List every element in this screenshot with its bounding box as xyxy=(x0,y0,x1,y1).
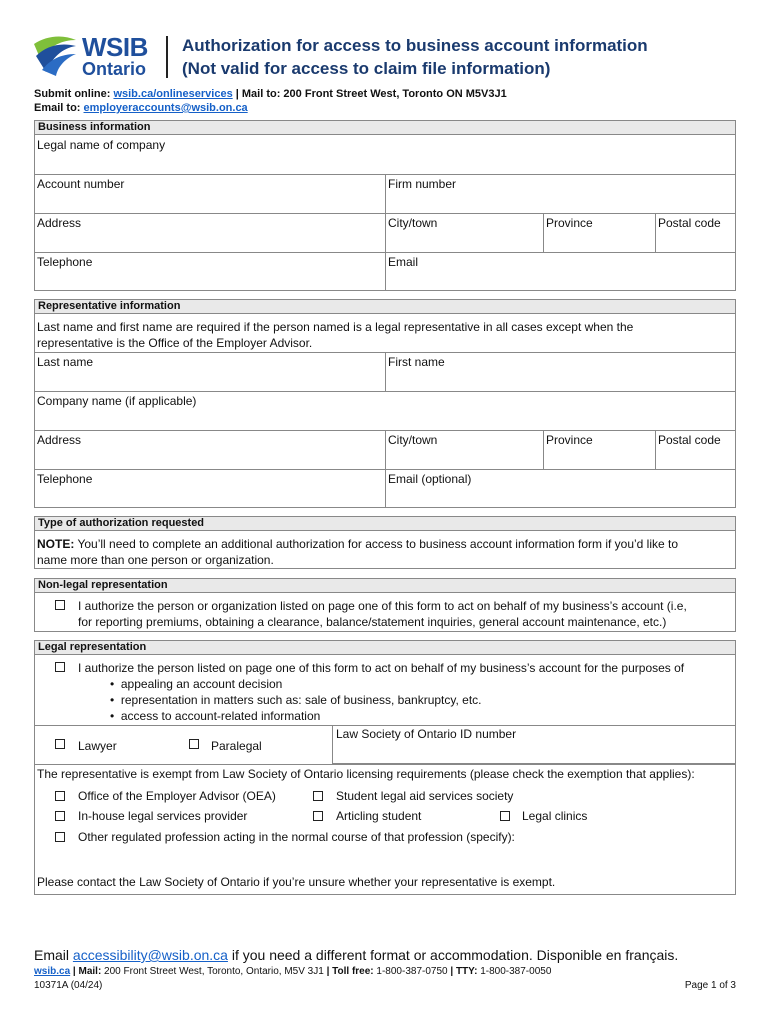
footer-mail-bold: | Mail: xyxy=(70,966,102,977)
legal-bullets: • appealing an account decision • representation in matters such as: sale of business, bankruptcy, etc. • access to account-related information xyxy=(110,677,482,723)
legal-name-field[interactable]: Legal name of company xyxy=(37,138,166,152)
bullet-access: access to account-related information xyxy=(120,709,321,723)
footer-contact xyxy=(34,966,551,977)
legal-clinics-checkbox[interactable] xyxy=(500,811,510,821)
paralegal-label: Paralegal xyxy=(211,739,262,753)
exempt-intro: The representative is exempt from Law Society of Ontario licensing requirements (please check the exemption that applies): xyxy=(37,767,695,781)
non-legal-heading: Non-legal representation xyxy=(34,578,736,593)
business-province-field[interactable]: Province xyxy=(546,216,593,230)
rep-postal-field[interactable]: Postal code xyxy=(658,433,721,447)
rep-note-line-1: Last name and first name are required if the person named is a legal representative in all cases except when the xyxy=(37,320,634,334)
form-code: 10371A (04/24) xyxy=(34,980,103,991)
rep-last-name-field[interactable]: Last name xyxy=(37,355,94,369)
paralegal-checkbox[interactable] xyxy=(189,739,199,749)
auth-type-note xyxy=(37,536,678,568)
note-line-2: name more than one person or organization. xyxy=(37,553,274,567)
note-line-1: You’ll need to complete an additional authorization for access to business account information form if you’d like to xyxy=(74,537,679,551)
account-number-field[interactable]: Account number xyxy=(37,177,125,191)
articling-checkbox[interactable] xyxy=(313,811,323,821)
oea-label: Office of the Employer Advisor (OEA) xyxy=(78,789,276,803)
bullet-representation: representation in matters such as: sale of business, bankruptcy, etc. xyxy=(120,693,482,707)
submit-label: Submit online: xyxy=(34,88,111,100)
firm-number-field[interactable]: Firm number xyxy=(388,177,457,191)
rep-company-field[interactable]: Company name (if applicable) xyxy=(37,394,197,408)
lso-contact-note: Please contact the Law Society of Ontario if you’re unsure whether your representative is exempt. xyxy=(37,875,556,889)
footer-tty-bold: | TTY: xyxy=(450,966,478,977)
auth-type-heading: Type of authorization requested xyxy=(34,516,736,531)
non-legal-line-2: for reporting premiums, obtaining a clearance, balance/statement inquiries, general account maintenance, etc.) xyxy=(78,615,667,629)
note-bold: NOTE: xyxy=(37,537,75,551)
online-services-link[interactable]: wsib.ca/onlineservices xyxy=(113,88,233,100)
representative-heading: Representative information xyxy=(34,299,736,314)
student-aid-label: Student legal aid services society xyxy=(336,789,514,803)
inhouse-checkbox[interactable] xyxy=(55,811,65,821)
footer-accessibility xyxy=(34,947,678,963)
submit-info xyxy=(34,87,507,115)
title-line-2: (Not valid for access to claim file information) xyxy=(182,59,551,78)
business-email-field[interactable]: Email xyxy=(388,255,419,269)
mail-label: | Mail to: 200 Front Street West, Toronto ON M5V3J1 xyxy=(235,88,507,100)
rep-note-line-2: representative is the Office of the Employer Advisor. xyxy=(37,336,313,350)
footer-email-prefix: Email xyxy=(34,947,73,963)
page-title xyxy=(182,34,742,80)
footer-tollfree-text: 1-800-387-0750 xyxy=(373,966,451,977)
business-address-field[interactable]: Address xyxy=(37,216,82,230)
title-line-1: Authorization for access to business account information xyxy=(182,36,648,55)
footer-tty-text: 1-800-387-0050 xyxy=(477,966,552,977)
rep-city-field[interactable]: City/town xyxy=(388,433,438,447)
legal-line-1: I authorize the person listed on page one of this form to act on behalf of my business’s account for the purposes of xyxy=(78,661,685,675)
lawyer-checkbox[interactable] xyxy=(55,739,65,749)
accessibility-email-link[interactable]: accessibility@wsib.on.ca xyxy=(72,947,228,963)
non-legal-line-1: I authorize the person or organization listed on page one of this form to act on behalf of my business’s account (i.e, xyxy=(78,599,687,613)
wsib-logo xyxy=(32,32,162,78)
legal-checkbox[interactable] xyxy=(55,662,65,672)
student-aid-checkbox[interactable] xyxy=(313,791,323,801)
business-telephone-field[interactable]: Telephone xyxy=(37,255,93,269)
header-divider xyxy=(166,36,168,78)
business-postal-field[interactable]: Postal code xyxy=(658,216,721,230)
email-label: Email to: xyxy=(34,102,81,114)
business-city-field[interactable]: City/town xyxy=(388,216,438,230)
non-legal-text xyxy=(78,598,687,630)
inhouse-label: In-house legal services provider xyxy=(78,809,248,823)
legal-heading: Legal representation xyxy=(34,640,736,655)
rep-email-field[interactable]: Email (optional) xyxy=(388,472,472,486)
rep-telephone-field[interactable]: Telephone xyxy=(37,472,93,486)
rep-province-field[interactable]: Province xyxy=(546,433,593,447)
rep-note xyxy=(37,319,633,351)
legal-clinics-label: Legal clinics xyxy=(522,809,588,823)
lso-id-label: Law Society of Ontario ID number xyxy=(336,727,517,741)
business-heading: Business information xyxy=(34,120,736,135)
footer-site-link[interactable]: wsib.ca xyxy=(34,966,71,977)
rep-address-field[interactable]: Address xyxy=(37,433,82,447)
footer-mail-text: 200 Front Street West, Toronto, Ontario, M5V 3J1 xyxy=(101,966,327,977)
bullet-appealing: appealing an account decision xyxy=(120,677,283,691)
footer-email-suffix: if you need a different format or accommodation. Disponible en français. xyxy=(227,947,679,963)
other-profession-checkbox[interactable] xyxy=(55,832,65,842)
articling-label: Articling student xyxy=(336,809,422,823)
rep-first-name-field[interactable]: First name xyxy=(388,355,445,369)
logo-text-bottom: Ontario xyxy=(82,59,147,79)
non-legal-checkbox[interactable] xyxy=(55,600,65,610)
logo-text-top: WSIB xyxy=(82,32,148,62)
lawyer-label: Lawyer xyxy=(78,739,117,753)
employer-accounts-link[interactable]: employeraccounts@wsib.on.ca xyxy=(83,102,248,114)
oea-checkbox[interactable] xyxy=(55,791,65,801)
other-profession-label: Other regulated profession acting in the normal course of that profession (specify): xyxy=(78,830,515,844)
footer-tollfree-bold: | Toll free: xyxy=(326,966,374,977)
page-number: Page 1 of 3 xyxy=(684,980,736,991)
